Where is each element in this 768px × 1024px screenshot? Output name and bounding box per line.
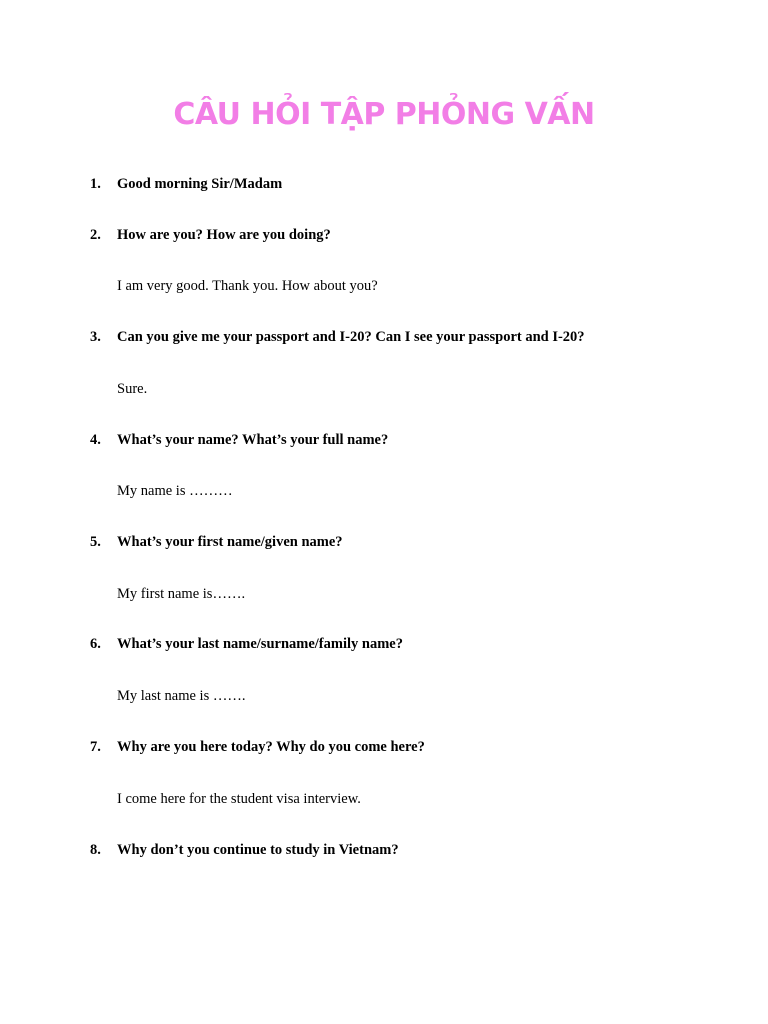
question-number: 2.	[90, 227, 101, 243]
document-title: CÂU HỎI TẬP PHỎNG VẤN	[173, 97, 595, 132]
answer-text: My last name is …….	[117, 688, 246, 704]
answer-text: I am very good. Thank you. How about you?	[117, 278, 378, 294]
question-number: 8.	[90, 842, 101, 858]
answer-text: My first name is…….	[117, 586, 246, 602]
question-text: What’s your first name/given name?	[117, 534, 343, 550]
question-number: 1.	[90, 176, 101, 192]
question-text: What’s your name? What’s your full name?	[117, 432, 389, 448]
question-number: 5.	[90, 534, 101, 550]
answer-text: I come here for the student visa interview.	[117, 791, 361, 807]
question-number: 4.	[90, 432, 101, 448]
answer-text: Sure.	[117, 381, 148, 397]
question-text: Why are you here today? Why do you come here?	[117, 739, 425, 755]
question-number: 3.	[90, 329, 101, 345]
question-text: Why don’t you continue to study in Vietnam?	[117, 842, 399, 858]
question-text: Good morning Sir/Madam	[117, 176, 283, 192]
question-text: How are you? How are you doing?	[117, 227, 331, 243]
question-text: What’s your last name/surname/family name?	[117, 636, 403, 652]
question-number: 7.	[90, 739, 101, 755]
question-number: 6.	[90, 636, 101, 652]
question-text: Can you give me your passport and I-20? Can I see your passport and I-20?	[117, 329, 585, 345]
answer-text: My name is ………	[117, 483, 233, 499]
